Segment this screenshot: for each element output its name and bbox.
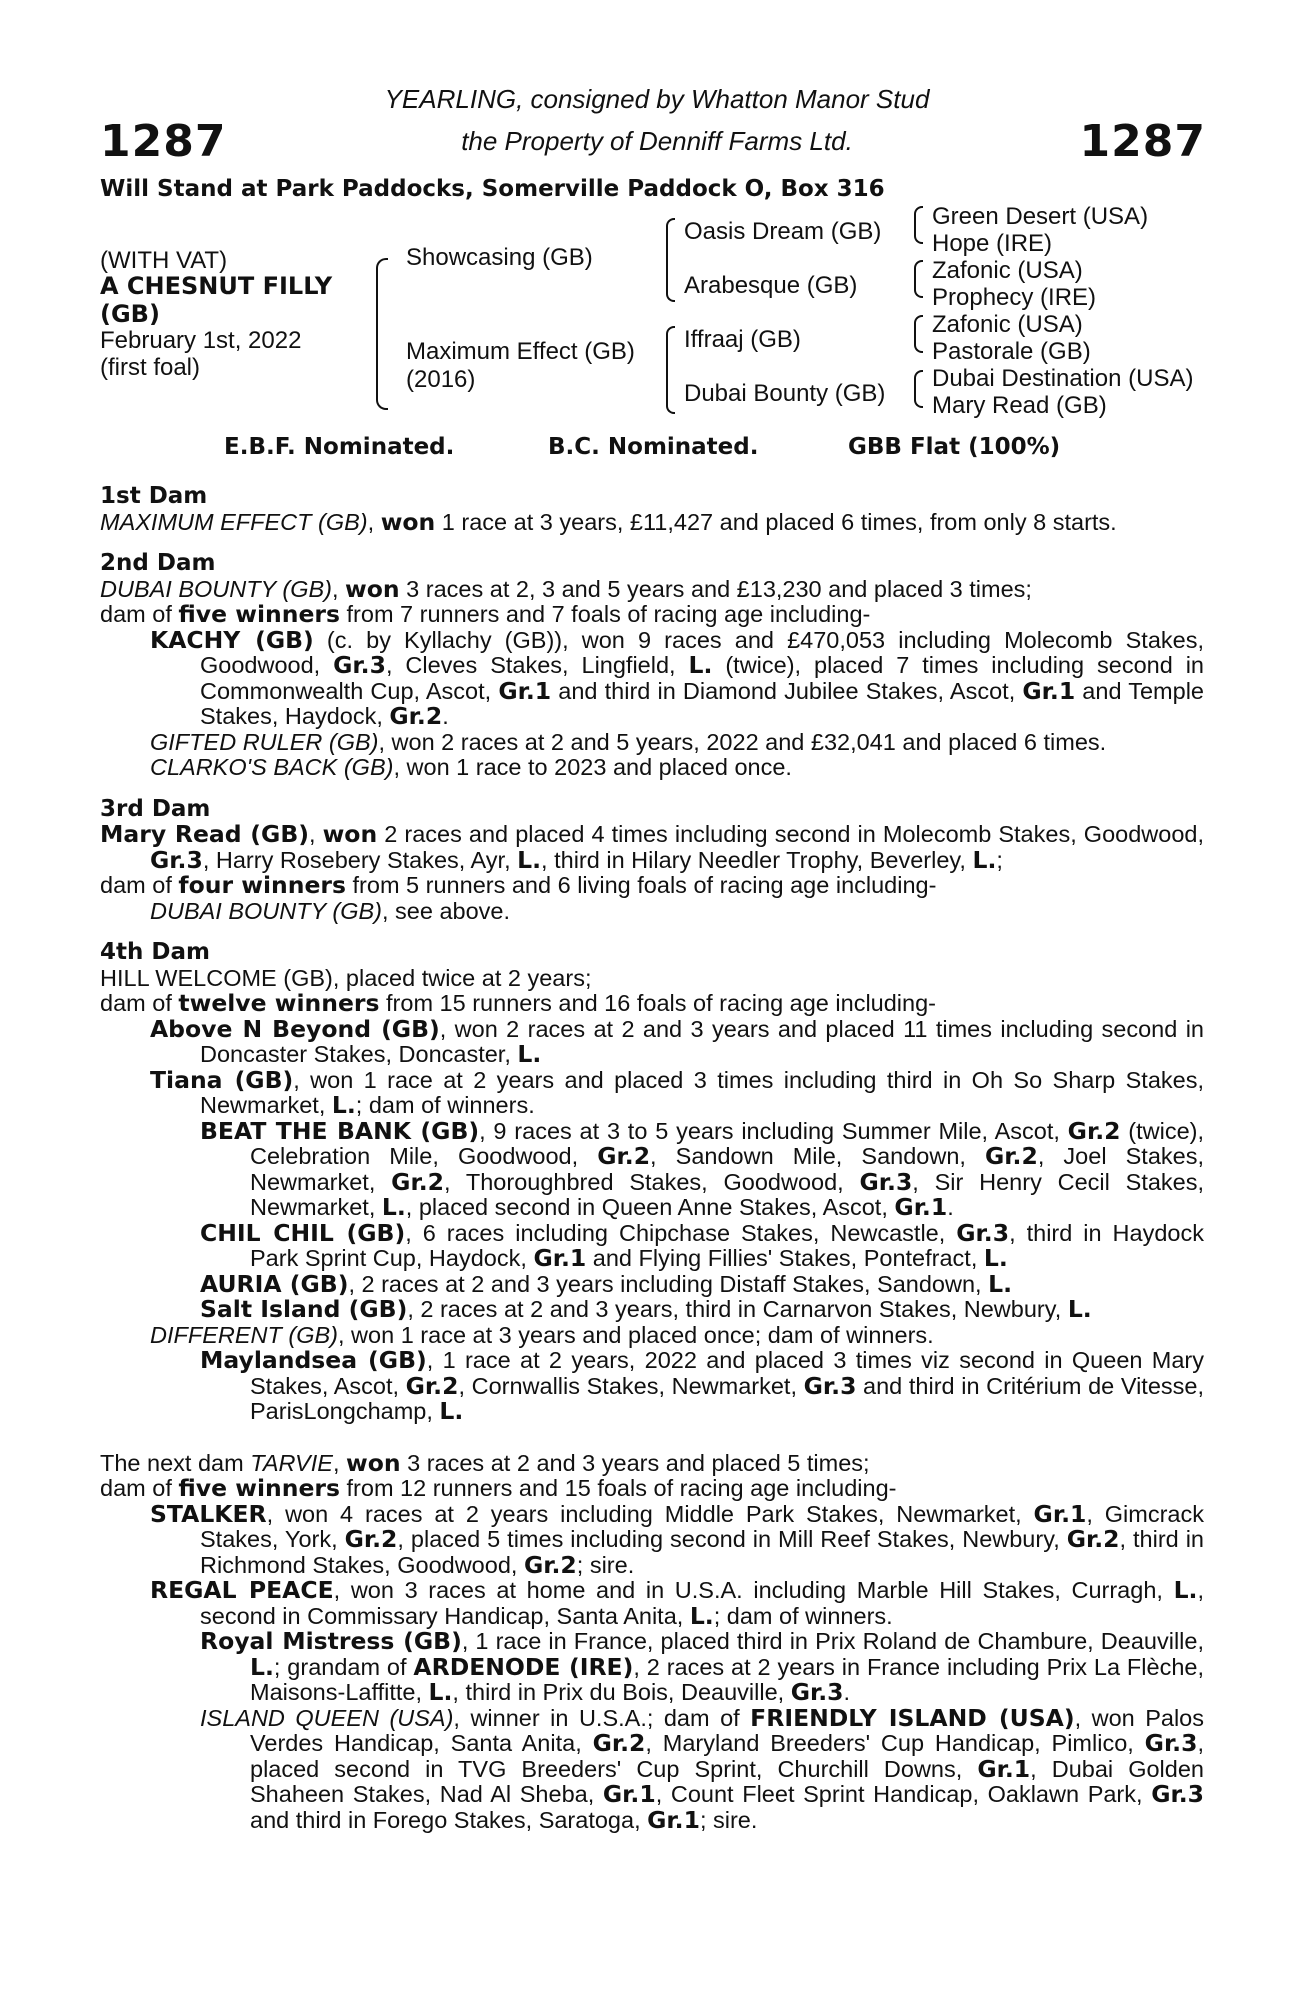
produce-kachy: KACHY (GB) (c. by Kyllachy (GB)), won 9 races and £470,053 including Molecomb Stakes, Goodwood, Gr.3, Cleves Stakes, Lingfield, L. (twice), placed 7 times including second in Commonwealth Cup, Ascot, Gr.1 and third in Diamond Jubilee Stakes, Ascot, Gr.1 and Temple Stakes, Haydock, Gr.2. [150, 625, 1205, 730]
horse-name: A CHESNUT FILLY [100, 272, 333, 300]
lot-number-left: 1287 [100, 116, 227, 167]
pedigree-brace-4 [914, 370, 923, 408]
lot-number-right: 1287 [1079, 116, 1206, 167]
pedigree-brace-sire [666, 218, 675, 302]
horse-name-country: (GB) [100, 300, 160, 328]
pedigree-brace-1 [914, 206, 923, 244]
first-dam-heading: 1st Dam [100, 483, 208, 509]
pedigree-brace-2 [914, 260, 923, 298]
third-dam-section [100, 797, 1204, 925]
third-dam-text: Mary Read (GB), won 2 races and placed 4 times including second in Molecomb Stakes, Goodwood, Gr.3, Harry Rosebery Stakes, Ayr, L., third in Hilary Needler Trophy, Beverley, L.; [100, 820, 1204, 874]
dam-year: (2016) [406, 366, 476, 393]
ggp-5: Zafonic (USA) [932, 311, 1083, 338]
third-dam-produce-summary: dam of four winners from 5 runners and 6 living foals of racing age including- [100, 871, 937, 899]
produce-chil-chil: CHIL CHIL (GB), 6 races including Chipchase Stakes, Newcastle, Gr.3, third in Haydock Park Sprint Cup, Haydock, Gr.1 and Flying Fillies' Stakes, Pontefract, L. [200, 1218, 1204, 1272]
sire-sire: Oasis Dream (GB) [684, 218, 882, 245]
next-dam-section [100, 1448, 1204, 1834]
second-dam-heading: 2nd Dam [100, 550, 216, 576]
produce-maylandsea: Maylandsea (GB), 1 race at 2 years, 2022 and placed 3 times viz second in Queen Mary Stakes, Ascot, Gr.2, Cornwallis Stakes, Newmarket, Gr.3 and third in Critérium de Vitesse, ParisLongchamp, L. [200, 1346, 1205, 1425]
third-dam-heading: 3rd Dam [100, 795, 211, 822]
pedigree-notes [100, 484, 1204, 1833]
dam-sire: Iffraaj (GB) [684, 326, 801, 353]
produce-tiana: Tiana (GB), won 1 race at 2 years and placed 3 times including third in Oh So Sharp Stakes, Newmarket, L.; dam of winners. [150, 1065, 1204, 1119]
fourth-dam-section [100, 940, 1204, 1425]
first-dam-section [100, 484, 1204, 535]
foaling-date: February 1st, 2022 [100, 327, 302, 354]
fourth-dam-heading: 4th Dam [100, 939, 210, 965]
ggp-4: Prophecy (IRE) [932, 284, 1097, 311]
ggp-8: Mary Read (GB) [932, 392, 1107, 419]
pedigree-brace-3 [914, 315, 923, 353]
ggp-3: Zafonic (USA) [932, 257, 1083, 284]
produce-gifted-ruler: GIFTED RULER (GB), won 2 races at 2 and 5 years, 2022 and £32,041 and placed 6 times. [150, 728, 1107, 755]
produce-island-queen: ISLAND QUEEN (USA), winner in U.S.A.; dam of FRIENDLY ISLAND (USA), won Palos Verdes Handicap, Santa Anita, Gr.2, Maryland Breeders' Cup Handicap, Pimlico, Gr.3, placed second in TVG Breeders' Cup Sprint, Churchill Downs, Gr.1, Dubai Golden Shaheen Stakes, Nad Al Sheba, Gr.1, Count Fleet Sprint Handicap, Oaklawn Park, Gr.3 and third in Forego Stakes, Saratoga, Gr.1; sire. [200, 1703, 1204, 1834]
property-line: the Property of Denniff Farms Ltd. [461, 126, 853, 156]
produce-stalker: STALKER, won 4 races at 2 years including Middle Park Stakes, Newmarket, Gr.1, Gimcrack Stakes, York, Gr.2, placed 5 times including second in Mill Reef Stakes, Newbury, Gr.2, third in Richmond Stakes, Goodwood, Gr.2; sire. [150, 1499, 1204, 1579]
stand-location: Will Stand at Park Paddocks, Somerville Paddock O, Box 316 [100, 176, 885, 202]
produce-beat-the-bank: BEAT THE BANK (GB), 9 races at 3 to 5 years including Summer Mile, Ascot, Gr.2 (twice), Celebration Mile, Goodwood, Gr.2, Sandown Mile, Sandown, Gr.2, Joel Stakes, Newmarket, Gr.2, Thoroughbred Stakes, Goodwood, Gr.3, Sir Henry Cecil Stakes, Newmarket, L., placed second in Queen Anne Stakes, Ascot, Gr.1. [200, 1116, 1205, 1221]
fourth-dam-text: HILL WELCOME (GB), placed twice at 2 years; dam of twelve winners from 15 runners and 16 foals of racing age including- [100, 964, 936, 1017]
ggp-6: Pastorale (GB) [932, 338, 1091, 365]
second-dam-text: DUBAI BOUNTY (GB), won 3 races at 2, 3 and 5 years and £13,230 and placed 3 times; dam of five winners from 7 runners and 7 foals of racing age including- [100, 574, 1032, 628]
produce-royal-mistress: Royal Mistress (GB), 1 race in France, placed third in Prix Roland de Chambure, Deauville, L.; grandam of ARDENODE (IRE), 2 races at 2 years in France including Prix La Flèche, Maisons-Laffitte, L., third in Prix du Bois, Deauville, Gr.3. [200, 1627, 1204, 1706]
bc-nomination: B.C. Nominated. [548, 434, 759, 460]
dam: Maximum Effect (GB) [406, 338, 635, 365]
ebf-nomination: E.B.F. Nominated. [224, 434, 455, 460]
next-dam-text: The next dam TARVIE, won 3 races at 2 and 3 years and placed 5 times; dam of five winners from 12 runners and 15 foals of racing age including- [100, 1448, 897, 1502]
produce-dubai-bounty: DUBAI BOUNTY (GB), see above. [150, 897, 511, 924]
consignor-line: YEARLING, consigned by Whatton Manor Stud [384, 84, 930, 114]
first-dam-text: MAXIMUM EFFECT (GB), won 1 race at 3 years, £11,427 and placed 6 times, from only 8 starts. [100, 507, 1117, 536]
dam-dam: Dubai Bounty (GB) [684, 380, 886, 407]
pedigree-brace-dam [666, 326, 675, 414]
ggp-2: Hope (IRE) [932, 230, 1053, 257]
foal-note: (first foal) [100, 354, 201, 381]
pedigree-brace-main [376, 258, 388, 410]
vat-note: (WITH VAT) [100, 247, 228, 274]
ggp-7: Dubai Destination (USA) [932, 365, 1194, 392]
produce-different: DIFFERENT (GB), won 1 race at 3 years and placed once; dam of winners. [150, 1321, 934, 1348]
ggp-1: Green Desert (USA) [932, 203, 1149, 230]
gbb-status: GBB Flat (100%) [848, 434, 1061, 460]
sire: Showcasing (GB) [406, 244, 593, 271]
produce-clarkos-back: CLARKO'S BACK (GB), won 1 race to 2023 and placed once. [150, 754, 792, 780]
produce-above-n-beyond: Above N Beyond (GB), won 2 races at 2 and 3 years and placed 11 times including second in Doncaster Stakes, Doncaster, L. [150, 1014, 1204, 1068]
produce-regal-peace: REGAL PEACE, won 3 races at home and in U.S.A. including Marble Hill Stakes, Curragh, L., second in Commissary Handicap, Santa Anita, L.; dam of winners. [150, 1576, 1204, 1630]
sire-dam: Arabesque (GB) [684, 272, 858, 299]
produce-salt-island: Salt Island (GB), 2 races at 2 and 3 years, third in Carnarvon Stakes, Newbury, L. [200, 1295, 1092, 1323]
second-dam-section [100, 551, 1204, 781]
produce-auria: AURIA (GB), 2 races at 2 and 3 years including Distaff Stakes, Sandown, L. [200, 1269, 1012, 1298]
